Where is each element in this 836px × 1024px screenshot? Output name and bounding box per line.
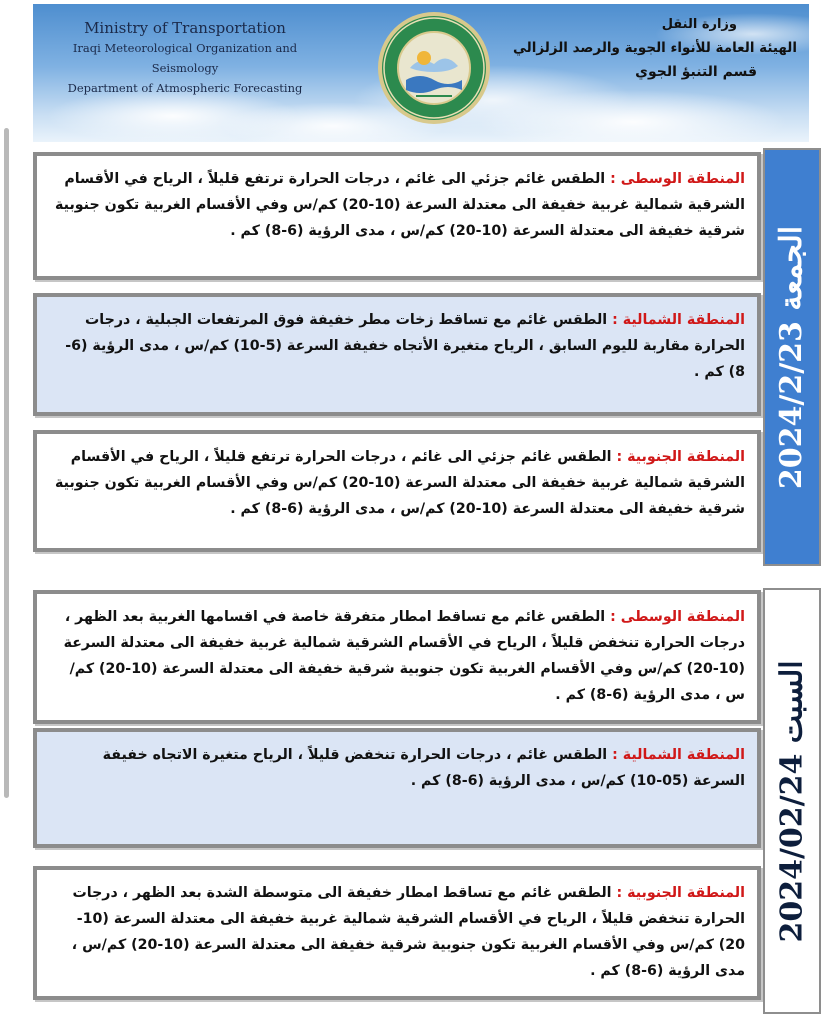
forecast-card-day2-south: المنطقة الجنوبية : الطقس غائم مع تساقط امطار خفيفة الى متوسطة الشدة بعد الظهر ، درجات الحرارة تنخفض قليلاً ، الرياح في الأقسام الشرقية شمالية غربية خفيفة الى معتدلة السرعة (10-20) كم/س وفي الأقسام الغربية تكون جنوبية شرقية خفيفة الى معتدلة السرعة (10-20) كم/س ، مدى الرؤية (6-8) كم .: [33, 866, 761, 1000]
header-ar-department: قسم التنبؤ الجوي: [635, 64, 757, 80]
header-ar-ministry: وزارة النقل: [661, 17, 737, 32]
region-label: المنطقة الوسطى: [620, 609, 745, 625]
header-en-ministry: Ministry of Transportation: [84, 19, 286, 37]
day-label-saturday: [763, 588, 821, 1014]
forecast-text: الطقس غائم ، درجات الحرارة تنخفض قليلاً ، الرياح متغيرة الاتجاه خفيفة السرعة (05-10) كم/س ، مدى الرؤية (6-8) كم .: [102, 747, 745, 789]
forecast-card-day2-north: المنطقة الشمالية : الطقس غائم ، درجات الحرارة تنخفض قليلاً ، الرياح متغيرة الاتجاه خفيفة السرعة (05-10) كم/س ، مدى الرؤية (6-8) كم .: [33, 728, 761, 848]
forecast-text: الطقس غائم مع تساقط زخات مطر خفيفة فوق المرتفعات الجبلية ، درجات الحرارة مقاربة لليوم السابق ، الرياح متغيرة الأتجاه خفيفة السرعة (5-10) كم/س ، مدى الرؤية (6-8) كم .: [65, 312, 745, 380]
header-banner: [33, 4, 809, 142]
header-english: [45, 18, 325, 98]
header-en-organization: Iraqi Meteorological Organization and Seismology: [72, 41, 298, 75]
forecast-text: الطقس غائم جزئي الى غائم ، درجات الحرارة ترتفع قليلاً ، الرياح في الأقسام الشرقية شمالية غربية خفيفة الى معتدلة السرعة (10-20) كم/س وفي الأقسام الغربية تكون جنوبية شرقية خفيفة الى معتدلة السرعة (10-20) كم/س ، مدى الرؤية (6-8) كم .: [55, 171, 745, 239]
day-label-friday: [763, 148, 821, 566]
scrollbar[interactable]: [4, 128, 9, 798]
forecast-card-day2-central: المنطقة الوسطى : الطقس غائم مع تساقط امطار متفرقة خاصة في اقسامها الغربية بعد الظهر ، درجات الحرارة تنخفض قليلاً ، الرياح في الأقسام الشرقية شمالية غربية خفيفة الى معتدلة السرعة (10-20) كم/س وفي الأقسام الغربية تكون جنوبية شرقية خفيفة الى معتدلة السرعة (10-20) كم/س ، مدى الرؤية (6-8) كم .: [33, 590, 761, 724]
region-label: المنطقة الوسطى: [620, 171, 745, 187]
forecast-card-day1-north: المنطقة الشمالية : الطقس غائم مع تساقط زخات مطر خفيفة فوق المرتفعات الجبلية ، درجات الحرارة مقاربة لليوم السابق ، الرياح متغيرة الأتجاه خفيفة السرعة (5-10) كم/س ، مدى الرؤية (6-8) كم .: [33, 293, 761, 416]
forecast-text: الطقس غائم مع تساقط امطار متفرقة خاصة في اقسامها الغربية بعد الظهر ، درجات الحرارة تنخفض قليلاً ، الرياح في الأقسام الشرقية شمالية غربية خفيفة الى معتدلة السرعة (10-20) كم/س وفي الأقسام الغربية تكون جنوبية شرقية خفيفة الى معتدلة السرعة (10-20) كم/س ، مدى الرؤية (6-8) كم .: [63, 609, 745, 703]
forecast-text: الطقس غائم مع تساقط امطار خفيفة الى متوسطة الشدة بعد الظهر ، درجات الحرارة تنخفض قليلاً ، الرياح في الأقسام الشرقية شمالية غربية خفيفة الى معتدلة السرعة (10-20) كم/س وفي الأقسام الغربية تكون جنوبية شرقية خفيفة الى معتدلة السرعة (10-20) كم/س ، مدى الرؤية (6-8) كم .: [71, 885, 745, 979]
region-label: المنطقة الجنوبية: [627, 885, 745, 901]
header-ar-organization: الهيئة العامة للأنواء الجوية والرصد الزلزالي: [512, 40, 797, 56]
header-en-department: Department of Atmospheric Forecasting: [67, 81, 303, 95]
forecast-card-day1-south: المنطقة الجنوبية : الطقس غائم جزئي الى غائم ، درجات الحرارة ترتفع قليلاً ، الرياح في الأقسام الشرقية شمالية غربية خفيفة الى معتدلة السرعة (10-20) كم/س وفي الأقسام الغربية تكون جنوبية شرقية خفيفة الى معتدلة السرعة (10-20) كم/س ، مدى الرؤية (6-8) كم .: [33, 430, 761, 552]
region-label: المنطقة الشمالية: [622, 747, 745, 763]
meteorological-organization-logo-icon: [376, 10, 492, 126]
forecast-card-day1-central: المنطقة الوسطى : الطقس غائم جزئي الى غائم ، درجات الحرارة ترتفع قليلاً ، الرياح في الأقسام الشرقية شمالية غربية خفيفة الى معتدلة السرعة (10-20) كم/س وفي الأقسام الغربية تكون جنوبية شرقية خفيفة الى معتدلة السرعة (10-20) كم/س ، مدى الرؤية (6-8) كم .: [33, 152, 761, 280]
forecast-text: الطقس غائم جزئي الى غائم ، درجات الحرارة ترتفع قليلاً ، الرياح في الأقسام الشرقية شمالية غربية خفيفة الى معتدلة السرعة (10-20) كم/س وفي الأقسام الغربية تكون جنوبية شرقية خفيفة الى معتدلة السرعة (10-20) كم/س ، مدى الرؤية (6-8) كم .: [55, 449, 745, 517]
header-arabic: [497, 14, 797, 84]
region-label: المنطقة الشمالية: [622, 312, 745, 328]
day-label-text: السبت 2024/02/24: [774, 659, 810, 943]
day-label-text: الجمعة 2024/2/23: [774, 225, 810, 489]
region-label: المنطقة الجنوبية: [627, 449, 745, 465]
